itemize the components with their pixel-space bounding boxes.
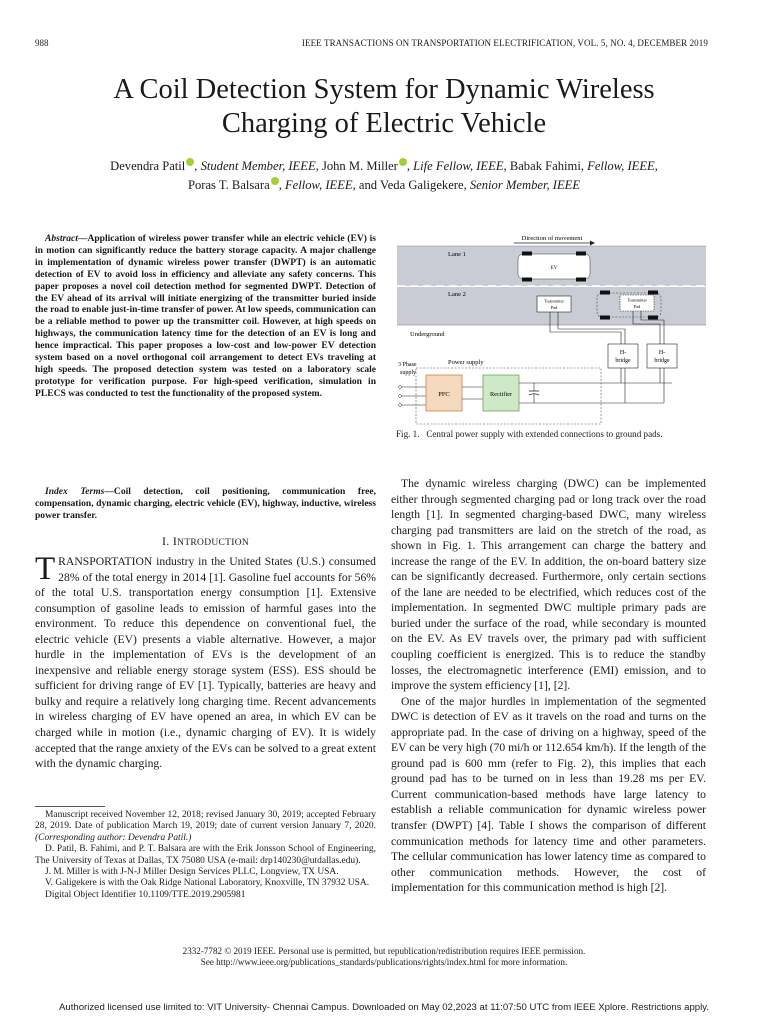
h-bridge-2 [647,344,677,368]
corresponding-author: (Corresponding author: Devendra Patil.) [35,832,192,843]
arrowhead-icon [590,241,595,246]
intro-text: RANSPORTATION industry in the United States (U.S.) consumed 28% of the total energy in 2014 [1]. Gasoline fuel accounts for 56% of the total U.S. transportation energy consumption [1]. Extensive consumption of gasoline leads to emission of harmful gases into the environment. To reduce this dependence on conventional fuel, the electric vehicle (EV) presents a viable alternative. However, a major hurdle in the implementation of EVs is the development of an inexpensive and reliable energy storage system (ESS). ESS should be sufficient for driving range of EV [1]. Typically, batteries are heavy and bulky and require a relatively long charging time. Recent advancements in wireless charging of EV have opened an area, in which EV can be charged while in motion (i.e., dynamic charging of EV). It is widely accepted that the range anxiety of the EVs can be solved to a great extent with the dynamic charging. [35,555,376,771]
ev-label: EV [550,266,558,271]
author-name: John M. Miller [321,159,398,173]
author-membership: Life Fellow, IEEE [413,159,504,173]
svg-text:Transmitter: Transmitter [544,298,564,304]
author-name: Veda Galigekere [380,178,464,192]
author-membership: Student Member, IEEE [200,159,316,173]
body-paragraph: The dynamic wireless charging (DWC) can be implemented either through segmented charging pad or long track over the road length [1]. In segmented charging-based DWC, many wireless charging pad transmitters are laid on the stretch of the road, as shown in Fig. 1. This arrangement can charge the battery and increase the range of the EV. In addition, the on-board battery size can be significantly decreased. Furthermore, only certain sections of the lane are needed to be electrified, which reduces cost of the implementation. In segmented DWC multiple primary pads are buried under the surface of the road, while secondary is mounted on the EV. As EV travels over, the primary pad with sufficient coupling coefficient is energized. This is to reduce the standby losses, the electromagnetic interference (EMI) emission, and to improve the system efficiency [1], [2]. [391,477,706,693]
lane-1-label: Lane 1 [448,251,466,258]
journal-header: IEEE TRANSACTIONS ON TRANSPORTATION ELECTRIFICATION, VOL. 5, NO. 4, DECEMBER 2019 [301,38,708,48]
index-terms [35,486,376,522]
author-line-2: Poras T. Balsara , Fellow, IEEE, and Veda Galigekere, Senior Member, IEEE [187,178,581,192]
author-membership: Fellow, IEEE [284,178,353,192]
author-membership: Senior Member, IEEE [469,178,581,192]
index-terms-text: Coil detection, coil positioning, communication free, compensation, dynamic charging, electric vehicle (EV), highway, inductive, wireless power transfer. [35,486,376,521]
figure-label: Fig. 1. [396,429,420,439]
three-phase-label: 3 Phase [398,362,417,368]
copyright-notice [40,946,728,969]
abstract-label: Abstract [45,233,78,244]
right-column-body [391,476,706,896]
svg-text:Pad: Pad [633,304,641,309]
capacitor-icon [529,383,539,403]
orcid-icon[interactable] [186,158,194,166]
footnote-divider [35,806,105,807]
author-list [40,157,728,195]
svg-text:bridge: bridge [615,358,631,364]
ev-vehicle [518,252,590,282]
title-line-1: A Coil Detection System for Dynamic Wireless [113,74,655,105]
pfc-block [426,375,462,411]
footnotes [35,810,376,901]
copyright-line-2[interactable]: See http://www.ieee.org/publications_standards/publications/rights/index.html for more information. [200,957,568,968]
introduction-body [35,551,376,772]
underground-label: Underground [410,331,445,338]
power-supply-label: Power supply [448,359,484,366]
intro-paragraph [35,551,376,772]
section-title-first: I [172,534,178,548]
author-line-1: Devendra Patil , Student Member, IEEE, John M. Miller , Life Fellow, IEEE, Babak Fahimi, Fellow, IEEE, [110,159,658,173]
footnote-doi[interactable]: Digital Object Identifier 10.1109/TTE.2019.2905981 [45,889,246,900]
svg-text:bridge: bridge [654,358,670,364]
svg-text:H-: H- [619,350,627,356]
svg-text:Rectifier: Rectifier [489,391,513,398]
author-name: Babak Fahimi [509,159,581,173]
svg-text:Pad: Pad [550,305,558,310]
orcid-icon[interactable] [271,177,279,185]
abstract-dash: — [77,233,88,244]
lane-2-label: Lane 2 [448,291,466,298]
author-name: Poras T. Balsara [187,178,270,192]
svg-text:PFC: PFC [438,391,450,398]
license-download-notice: Authorized licensed use limited to: VIT University- Chennai Campus. Downloaded on May 02,2023 at 11:07:50 UTC from IEEE Xplore. Restrictions apply. [58,1002,710,1013]
svg-text:supply: supply [400,370,417,376]
three-phase-input [399,386,426,407]
section-number: I. [161,534,170,548]
footnote-received: Manuscript received November 12, 2018; revised January 30, 2019; accepted February 28, 2019. Date of publication March 19, 2019; date of current version January 7, 2020. (Corresponding author: Devendra Patil.) [35,810,376,843]
figure-1-caption [396,429,707,440]
footnote-affiliation: J. M. Miller is with J-N-J Miller Design Services PLLC, Longview, TX USA. [45,867,339,878]
transmitter-pad [537,296,571,312]
abstract-text: Application of wireless power transfer while an electric vehicle (EV) is in motion can significantly reduce the battery storage capacity. A major challenge in implementation of dynamic wireless power transfer (DWPT) is an automatic detection of EV to avoid loss in efficiency and alleviate any safety concerns. This paper proposes a novel coil detection method for segmented DWPT. Detection of the EV ahead of its arrival will initiate energizing of the transmitter buried inside the road to enable just-in-time transfer of power. At low speeds, communication can be a reliable method to power up the transmitter coil. However, at high speeds on highways, the communication latency time for the detection of an EV is long and hence impractical. This paper proposes a low-cost and low-power EV detection system based on a novel orthogonal coil arrangement to detect EVs traveling at high speeds. The proposed detection system was tested on a laboratory scale prototype for verification purpose. For high-speed verification, simulation in PLECS was conducted to test the functionality of the proposed system. [35,233,376,399]
abstract [35,233,376,400]
rectifier-block [483,375,519,411]
figure-caption-text: Central power supply with extended connections to ground pads. [426,429,663,439]
index-terms-dash: — [104,486,114,497]
footnote-affiliation: D. Patil, B. Fahimi, and P. T. Balsara are with the Erik Jonsson School of Engineering, The University of Texas at Dallas, TX 75080 USA (e-mail: drp140230@utdallas.edu). [35,844,376,866]
page-number: 988 [35,38,49,48]
svg-text:Transmitter: Transmitter [627,297,647,303]
author-membership: Fellow, IEEE [587,159,655,173]
paper-title [40,73,728,141]
orcid-icon[interactable] [399,158,407,166]
body-paragraph: One of the major hurdles in implementation of the segmented DWC is detection of EV as it travels on the road and turns on the appropriate pad. In the case of driving on a highway, speed of the EV can be very high (70 mi/h or 112.654 km/h). If the length of the ground pad is 600 mm (refer to Fig. 2), this implies that each ground pad has to be turned on in less than 19.28 ms per EV. Current communication-based methods have large latency to establish a reliable communication for dynamic wireless power transfer (DWPT) [4]. Table I shows the comparison of different communication methods for latency time and other parameters. The cellular communication has lower latency time as compared to other communication methods. However, the cost of implementation for this communication method is high [2]. [391,694,706,895]
index-terms-label: Index Terms [45,486,105,497]
author-name: Devendra Patil [110,159,186,173]
svg-text:H-: H- [658,350,666,356]
figure-1-diagram [396,232,707,432]
footnote-affiliation: V. Galigekere is with the Oak Ridge National Laboratory, Knoxville, TN 37932 USA. [45,878,370,889]
copyright-line-1: 2332-7782 © 2019 IEEE. Personal use is permitted, but republication/redistribution requires IEEE permission. [182,946,586,956]
conjunction: and [358,178,378,192]
drop-cap: T [35,551,56,587]
title-line-2: Charging of Electric Vehicle [221,108,547,139]
direction-label: Direction of movement [521,235,583,242]
section-heading-introduction [35,534,376,549]
section-title-rest: NTRODUCTION [177,538,250,548]
h-bridge-1 [608,344,638,368]
